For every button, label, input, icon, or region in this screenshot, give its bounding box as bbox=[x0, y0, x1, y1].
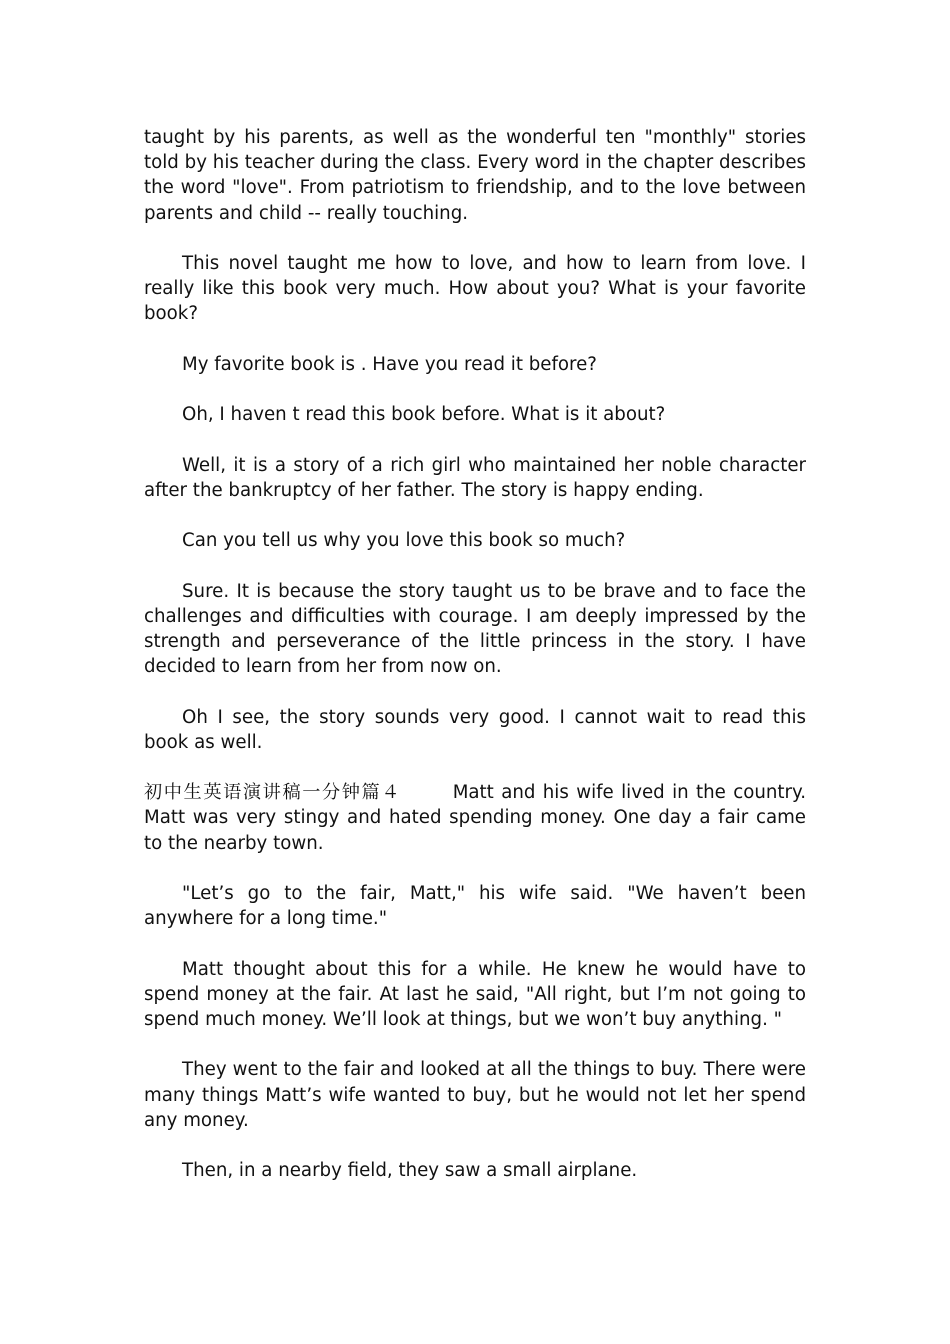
paragraph-7: Sure. It is because the story taught us to be brave and to face the challenges and difficulties with courage. I am deeply impressed by the strength and perseverance of the little princess in the story. I have decided to learn from her from now on. bbox=[144, 580, 806, 678]
document-body bbox=[144, 125, 806, 1209]
paragraph-4: Oh, I haven t read this book before. What is it about? bbox=[182, 404, 666, 426]
paragraph-13: Then, in a nearby field, they saw a small airplane. bbox=[182, 1160, 638, 1182]
paragraph-8: Oh I see, the story sounds very good. I cannot wait to read this book as well. bbox=[144, 706, 806, 753]
paragraph-12: They went to the fair and looked at all the things to buy. There were many things Matt’s wife wanted to buy, but he would not let her spend any money. bbox=[144, 1059, 806, 1131]
paragraph-11: Matt thought about this for a while. He knew he would have to spend money at the fair. At last he said, "All right, but I’m not going to spend much money. We’ll look at things, but we won’t buy anything. " bbox=[144, 958, 806, 1030]
paragraph-2: This novel taught me how to love, and how to learn from love. I really like this book very much. How about you? What is your favorite book? bbox=[144, 253, 806, 325]
paragraph-9-text: Matt and his wife lived in the country. Matt was very stingy and hated spending money. One day a fair came to the nearby town. bbox=[144, 782, 806, 854]
paragraph-6: Can you tell us why you love this book so much? bbox=[182, 530, 626, 552]
paragraph-10: "Let’s go to the fair, Matt," his wife said. "We haven’t been anywhere for a long time." bbox=[144, 882, 806, 930]
section-heading: 初中生英语演讲稿一分钟篇４ bbox=[144, 782, 402, 804]
paragraph-5: Well, it is a story of a rich girl who maintained her noble character after the bankruptcy of her father. The story is happy ending. bbox=[144, 454, 806, 501]
paragraph-9 bbox=[144, 780, 806, 856]
paragraph-3: My favorite book is . Have you read it before? bbox=[182, 353, 597, 375]
paragraph-1: taught by his parents, as well as the wonderful ten "monthly" stories told by his teacher during the class. Every word in the chapter describes the word "love". From patriotism to friendship, and to the love between parents and child -- really touching. bbox=[144, 127, 806, 224]
